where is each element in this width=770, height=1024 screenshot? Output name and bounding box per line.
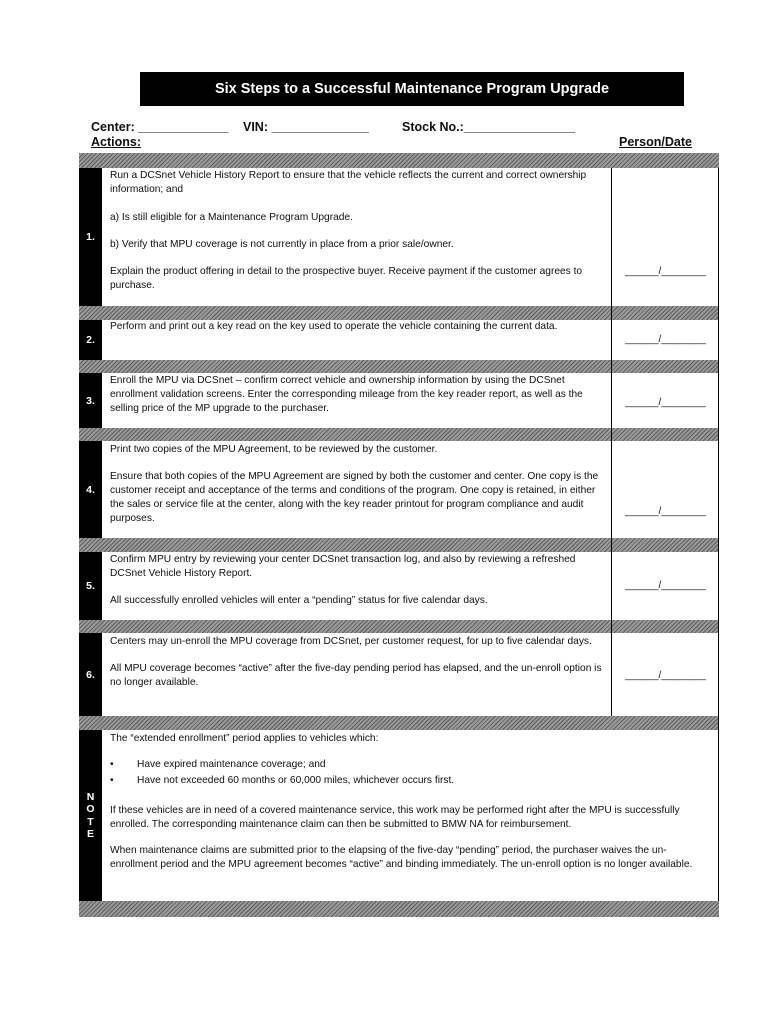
step-3-text bbox=[110, 374, 605, 416]
step-text-line: Confirm MPU entry by reviewing your center DCSnet transaction log, and also by reviewing a refreshed DCSnet Vehicle History Report. bbox=[110, 554, 576, 579]
page-title: Six Steps to a Successful Maintenance Program Upgrade bbox=[140, 72, 684, 106]
step-text-line: Ensure that both copies of the MPU Agreement are signed by both the customer and center. One copy is the customer receipt and acceptance of the terms and conditions of the program. One copy is retained, in either the sales or service file at the center, along with the key reader printout for program compliance and audit purposes. bbox=[110, 471, 599, 524]
note-text bbox=[110, 732, 710, 872]
note-letter: N bbox=[86, 790, 95, 803]
separator-bar bbox=[79, 716, 719, 730]
step-text-line: Explain the product offering in detail to the prospective buyer. Receive payment if the customer agrees to purchase. bbox=[110, 266, 583, 291]
separator-bar bbox=[79, 153, 719, 168]
list-item bbox=[110, 774, 710, 788]
step-number: 5. bbox=[79, 552, 102, 620]
separator-bar bbox=[79, 901, 719, 917]
step-number: 1. bbox=[79, 168, 102, 306]
person-date-signature[interactable]: ______/________ bbox=[625, 334, 706, 345]
note-bullet: Have expired maintenance coverage; and bbox=[137, 759, 326, 770]
step-6-text bbox=[110, 635, 605, 690]
note-paragraph: If these vehicles are in need of a covered maintenance service, this work may be performed right after the MPU is successfully enrolled. The corresponding maintenance claim can then be submitted to BMW NA for reimbursement. bbox=[110, 805, 680, 830]
note-paragraph: When maintenance claims are submitted prior to the elapsing of the five-day “pending” period, the purchaser waives the un-enrollment period and the MPU agreement becomes “active” and binding immediately. The un-enroll option is no longer available. bbox=[110, 845, 693, 870]
bullet-icon: • bbox=[110, 775, 114, 786]
table-right-border bbox=[718, 168, 719, 901]
center-field[interactable]: Center: _____________ bbox=[91, 120, 229, 134]
step-2-text bbox=[110, 320, 605, 334]
step-text-line: All MPU coverage becomes “active” after the five-day pending period has elapsed, and the un-enroll option is no longer available. bbox=[110, 663, 602, 688]
person-date-signature[interactable]: ______/________ bbox=[625, 506, 706, 517]
step-text-line: Enroll the MPU via DCSnet – confirm correct vehicle and ownership information by using the DCSnet enrollment validation screens. Enter the corresponding mileage from the key reader report, as well as the selling price of the MP upgrade to the purchaser. bbox=[110, 375, 583, 414]
actions-heading: Actions: bbox=[91, 135, 141, 149]
bullet-icon: • bbox=[110, 759, 114, 770]
separator-bar bbox=[79, 306, 719, 320]
separator-bar bbox=[79, 428, 719, 441]
step-text-line: Perform and print out a key read on the key used to operate the vehicle containing the current data. bbox=[110, 321, 558, 332]
step-text-line: a) Is still eligible for a Maintenance Program Upgrade. bbox=[110, 212, 353, 223]
person-date-signature[interactable]: ______/________ bbox=[625, 397, 706, 408]
vin-field[interactable]: VIN: ______________ bbox=[243, 120, 369, 134]
note-letter: E bbox=[86, 828, 94, 840]
note-intro: The “extended enrollment” period applies to vehicles which: bbox=[110, 733, 379, 744]
separator-bar bbox=[79, 538, 719, 552]
step-number: 4. bbox=[79, 441, 102, 538]
step-4-text bbox=[110, 443, 605, 526]
step-text-line: b) Verify that MPU coverage is not currently in place from a prior sale/owner. bbox=[110, 239, 454, 250]
step-text-line: Print two copies of the MPU Agreement, to be reviewed by the customer. bbox=[110, 444, 438, 455]
step-text-line: All successfully enrolled vehicles will enter a “pending” status for five calendar days. bbox=[110, 595, 488, 606]
person-date-heading: Person/Date bbox=[619, 135, 692, 149]
stock-number-field[interactable]: Stock No.:________________ bbox=[402, 120, 576, 134]
person-date-signature[interactable]: ______/________ bbox=[625, 580, 706, 591]
person-date-signature[interactable]: ______/________ bbox=[625, 266, 706, 277]
note-letter: O bbox=[86, 803, 95, 815]
note-bullet: Have not exceeded 60 months or 60,000 miles, whichever occurs first. bbox=[137, 775, 455, 786]
step-number: 3. bbox=[79, 373, 102, 428]
list-item bbox=[110, 758, 710, 772]
step-number: 2. bbox=[79, 320, 102, 360]
step-text-line: Centers may un-enroll the MPU coverage from DCSnet, per customer request, for up to five calendar days. bbox=[110, 636, 592, 647]
step-number: 6. bbox=[79, 633, 102, 716]
column-divider bbox=[611, 168, 612, 716]
separator-bar bbox=[79, 360, 719, 373]
person-date-signature[interactable]: ______/________ bbox=[625, 670, 706, 681]
step-5-text bbox=[110, 553, 605, 608]
separator-bar bbox=[79, 620, 719, 633]
step-1-text bbox=[110, 169, 605, 293]
step-text-line: Run a DCSnet Vehicle History Report to ensure that the vehicle reflects the current and correct ownership information; and bbox=[110, 170, 587, 195]
note-letter: T bbox=[87, 815, 94, 828]
note-label bbox=[79, 730, 102, 901]
